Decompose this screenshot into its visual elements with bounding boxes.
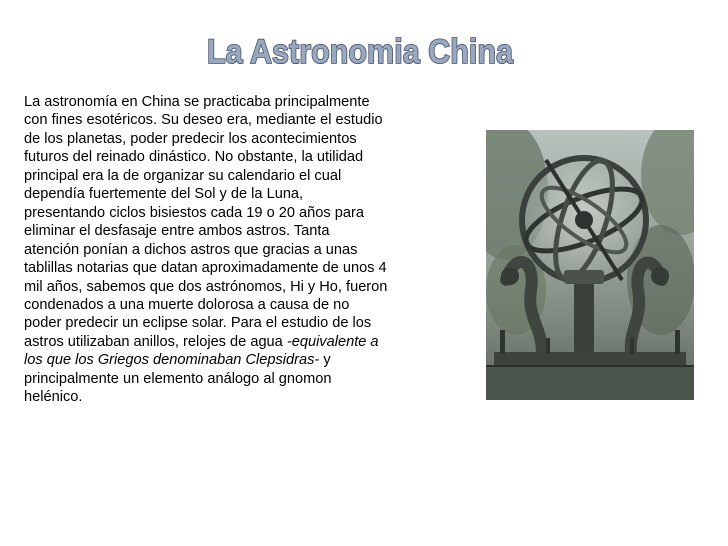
- body-paragraph: [24, 93, 436, 407]
- slide-title-wordart: [160, 22, 560, 72]
- armillary-sphere-photo: [486, 130, 694, 400]
- paragraph-text-italic: -equivalente a los que los Griegos denominaban Clepsidras-: [24, 333, 379, 369]
- slide-title: [160, 22, 560, 72]
- paragraph-text-part2: y principalmente un elemento análogo al gnomon helénico.: [24, 352, 332, 406]
- armillary-sphere-illustration: [486, 130, 694, 400]
- slide-title-text: La Astronomia China: [207, 33, 514, 71]
- paragraph-text-part1: La astronomía en China se practicaba principalmente con fines esotéricos. Su deseo era, mediante el estudio de los planetas, poder predecir los acontecimientos futuros del reinado dinástico. No obstante, la utilidad principal era la de organizar su calendario el cual dependía fuertemente del Sol y de la Luna, presentando ciclos bisiestos cada 19 o 20 años para eliminar el desfasaje entre ambos astros. Tanta atención ponían a dichos astros que gracias a unas tablillas notarias que datan aproximadamente de unos 4 mil años, sabemos que dos astrónomos, Hi y Ho, fueron condenados a una muerte dolorosa a causa de no poder predecir un eclipse solar. Para el estudio de los astros utilizaban anillos, relojes de agua: [24, 94, 388, 350]
